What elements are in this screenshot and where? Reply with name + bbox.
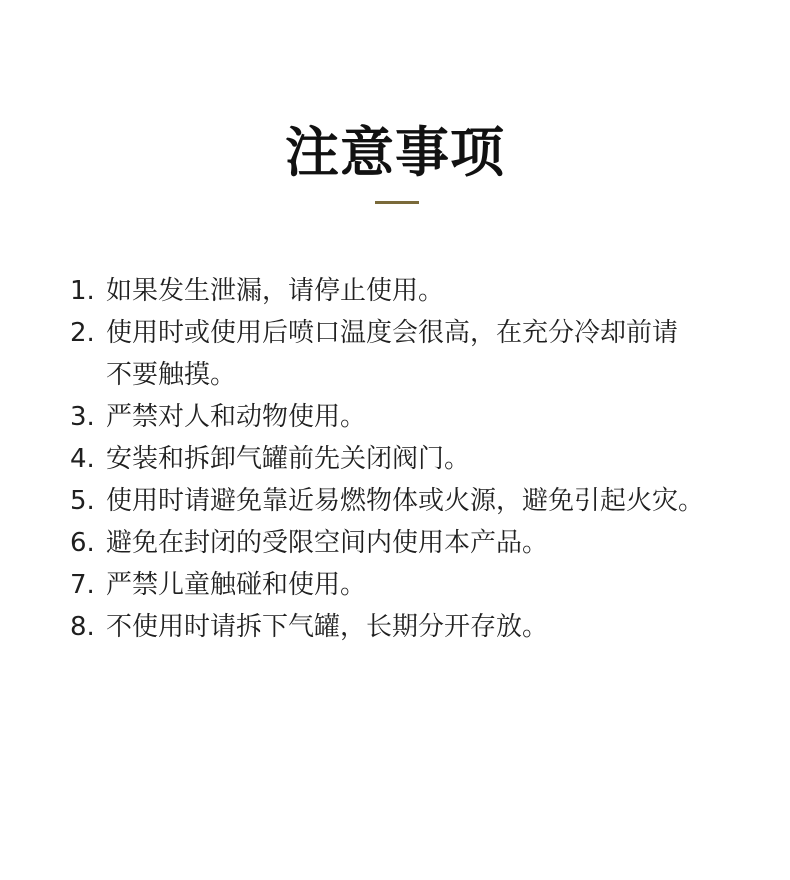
item-number: 6.: [70, 528, 95, 558]
item-text-line: 使用时或使用后喷口温度会很高，在充分冷却前请: [106, 318, 679, 348]
item-number: 3.: [70, 402, 95, 432]
notice-list: [70, 270, 770, 648]
item-number: 2.: [70, 318, 95, 348]
item-text: [106, 480, 770, 522]
item-text-line: 安装和拆卸气罐前先关闭阀门。: [106, 444, 471, 474]
item-text-line: 严禁儿童触碰和使用。: [106, 570, 367, 600]
item-text-line: 如果发生泄漏，请停止使用。: [106, 276, 445, 306]
item-text-line: 不使用时请拆下气罐，长期分开存放。: [106, 612, 549, 642]
item-text: [106, 606, 770, 648]
item-text: [106, 522, 770, 564]
list-item: [70, 564, 770, 606]
item-number: 7.: [70, 570, 95, 600]
item-number: 8.: [70, 612, 95, 642]
item-text-line: 避免在封闭的受限空间内使用本产品。: [106, 528, 549, 558]
page-title: 注意事项: [285, 121, 505, 184]
item-text-line: 使用时请避免靠近易燃物体或火源，避免引起火灾。: [106, 486, 705, 516]
list-item: [70, 312, 770, 396]
item-text-line: 不要触摸。: [106, 360, 237, 390]
item-text: [106, 564, 770, 606]
item-text: [106, 438, 770, 480]
item-number: 5.: [70, 486, 95, 516]
item-text: [106, 270, 770, 312]
item-number: 4.: [70, 444, 95, 474]
list-item: [70, 522, 770, 564]
list-item: [70, 480, 770, 522]
list-item: [70, 396, 770, 438]
list-item: [70, 606, 770, 648]
item-text: [106, 396, 770, 438]
item-text: [106, 312, 770, 396]
list-item: [70, 438, 770, 480]
item-text-line: 严禁对人和动物使用。: [106, 402, 367, 432]
item-number: 1.: [70, 276, 95, 306]
title-divider: [375, 201, 419, 204]
list-item: [70, 270, 770, 312]
